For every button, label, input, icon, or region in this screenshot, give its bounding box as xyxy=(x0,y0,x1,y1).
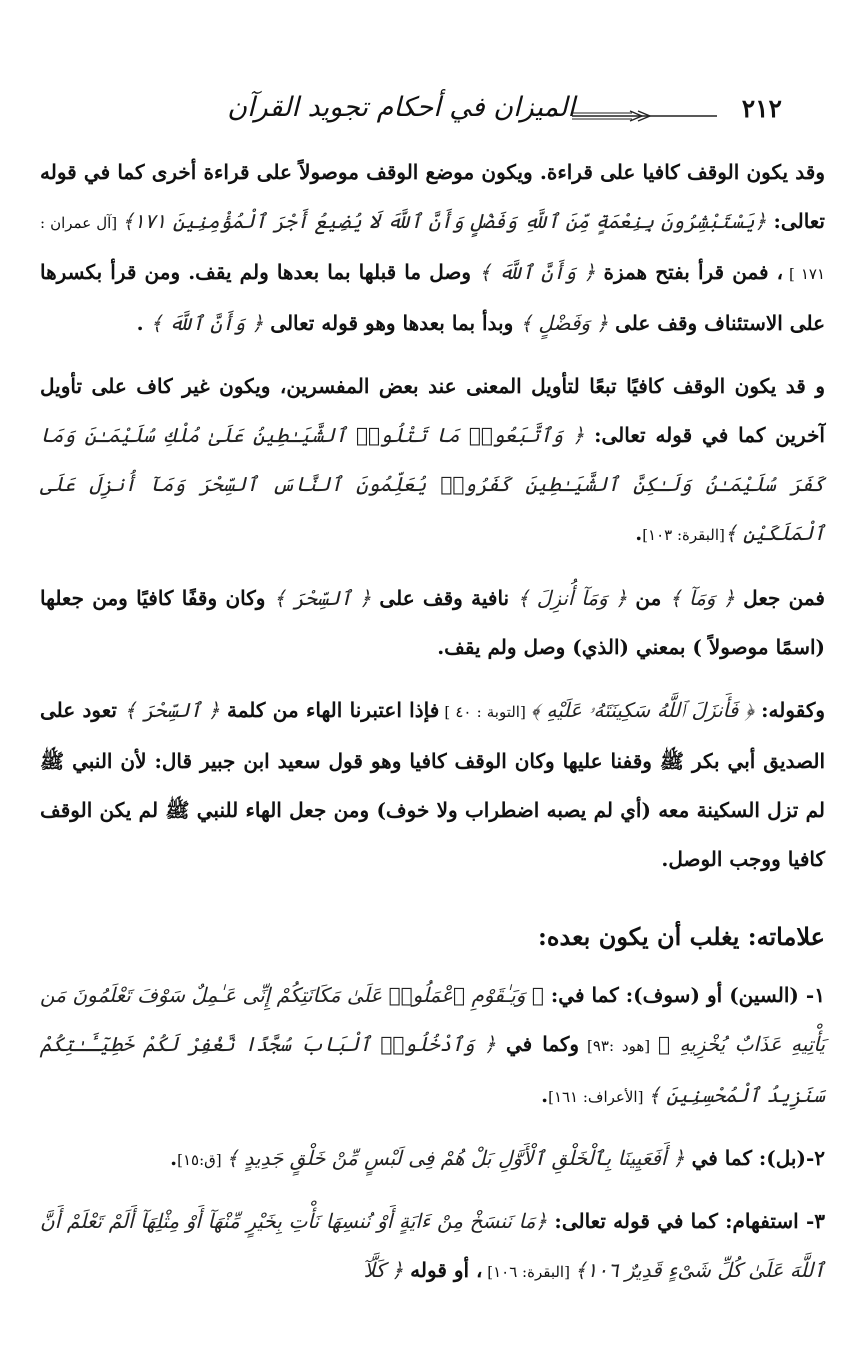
paragraph-2 xyxy=(40,362,825,560)
paragraph-3 xyxy=(40,574,825,672)
page-header xyxy=(30,92,837,132)
quran-verse: ﴿ وَفَضْلٍ ﴾ xyxy=(520,311,609,335)
quran-verse: ﴿ كَلَّآ xyxy=(363,1258,404,1282)
quran-verse: ﴿ وَأَنَّ ٱللَّهَ ﴾ xyxy=(150,311,264,335)
body-text: . xyxy=(170,1146,178,1170)
quran-verse: ﴿ ٱلسِّحْرَ ﴾ xyxy=(273,586,372,610)
list-item-1 xyxy=(40,971,825,1122)
quran-verse: ﴿ وَٱدْخُلُوا۟ ٱلْبَابَ سُجَّدًا نَّغْفِرْ لَكُمْ خَطِيٓـَٔـٰتِكُمْ سَنَزِيدُ ٱلْمُحْسِنِينَ ﴾ xyxy=(40,1032,825,1107)
verse-reference: [الأعراف: ١٦١] xyxy=(548,1088,649,1106)
quran-verse: ﴿ وَمَآ ﴾ xyxy=(669,586,735,610)
quran-verse: ﴿مَا نَنسَخْ مِنْ ءَايَةٍ أَوْ نُنسِهَا نَأْتِ بِخَيْرٍ مِّنْهَآ أَوْ مِثْلِهَآ أَلَمْ تَعْلَمْ أَنَّ ٱللَّهَ عَلَىٰ كُلِّ شَىْءٍ قَدِيرٌ ١٠٦﴾ xyxy=(40,1209,825,1282)
list-item-2 xyxy=(40,1134,825,1185)
quran-verse: ﴿ أَفَعَيِينَا بِٱلْخَلْقِ ٱلْأَوَّلِ بَلْ هُمْ فِى لَبْسٍ مِّنْ خَلْقٍ جَدِيدٍ ﴾ xyxy=(226,1146,685,1170)
quran-verse: ﴿ وَمَآ أُنزِلَ ﴾ xyxy=(517,586,628,610)
body-text: ٢-(بل): كما في xyxy=(684,1146,825,1170)
body-text: . xyxy=(136,311,151,335)
body-text: . xyxy=(541,1083,549,1107)
body-text: تعود على الصديق أبي بكر ﷺ وقفنا عليها وكان الوقف كافيا وهو قول سعيد ابن جبير قال: لأن النبي ﷺ لم تزل السكينة معه (أي لم يصبه اضطراب ولا خوف) ومن جعل الهاء للنبي ﷺ لم يكن الوقف كافيا ووجب الوصل. xyxy=(40,698,825,871)
body-text: ، أو قوله xyxy=(403,1258,483,1282)
header-ornament xyxy=(572,110,717,122)
body-text: وكما في xyxy=(495,1032,580,1056)
verse-reference: [البقرة: ١٠٦] xyxy=(482,1263,575,1281)
page-number: ٢١٢ xyxy=(741,94,782,123)
page-body xyxy=(40,148,825,1309)
verse-reference: [البقرة: ١٠٣] xyxy=(642,526,725,544)
body-text: وقد يكون الوقف كافيا على قراءة. ويكون موضع الوقف موصولاً على قراءة أخرى كما في قوله تعالى: xyxy=(40,160,825,233)
quran-verse: ﴿ فَأَنزَلَ ٱللَّهُ سَكِينَتَهُۥ عَلَيْهِ ﴾ xyxy=(530,698,754,722)
body-text: وكان وقفًا كافيًا ومن جعلها (اسمًا موصولاً ) بمعني (الذي) وصل ولم يقف. xyxy=(40,586,825,659)
quran-verse: ﴿ وَٱتَّبَعُوا۟ مَا تَتْلُوا۟ ٱلشَّيَـٰطِينُ عَلَىٰ مُلْكِ سُلَيْمَـٰنَ وَمَا كَفَرَ سُلَيْمَـٰنُ وَلَـٰكِنَّ ٱلشَّيَـٰطِينَ كَفَرُوا۟ يُعَلِّمُونَ ٱلنَّاسَ ٱلسِّحْرَ وَمَآ أُنزِلَ عَلَى ٱلْمَلَكَيْنِ ﴾ xyxy=(40,423,825,545)
body-text: فإذا اعتبرنا الهاء من كلمة xyxy=(219,698,440,722)
body-text: . xyxy=(635,521,643,545)
body-text: و قد يكون الوقف كافيًا تبعًا لتأويل المعنى عند بعض المفسرين، ويكون غير كاف على تأويل آخرين كما في قوله تعالى: xyxy=(40,374,825,447)
verse-reference: [ق:١٥] xyxy=(177,1151,227,1169)
quran-verse: ﴿ وَأَنَّ ٱللَّهَ ﴾ xyxy=(479,260,596,284)
verse-reference: [آل عمران : ١٧١ ] xyxy=(40,214,825,283)
body-text: من xyxy=(627,586,670,610)
body-text: وصل ما قبلها بما بعدها ولم يقف. ومن قرأ بكسرها على الاستئناف وقف على xyxy=(40,260,825,335)
paragraph-1 xyxy=(40,148,825,348)
verse-reference: [هود :٩٣] xyxy=(579,1037,658,1055)
body-text: نافية وقف على xyxy=(371,586,518,610)
quran-verse: ﴿ ٱلسِّحْرَ ﴾ xyxy=(124,698,220,722)
body-text: ٣- استفهام: كما في قوله تعالى: xyxy=(547,1209,826,1233)
body-text: ، فمن قرأ بفتح همزة xyxy=(595,260,784,284)
quran-verse: ﴿ وَيَـٰقَوْمِ ٱعْمَلُوا۟ عَلَىٰ مَكَانَتِكُمْ إِنِّى عَـٰمِلٌ سَوْفَ تَعْلَمُونَ مَن يَأْتِيهِ عَذَابٌ يُخْزِيهِ ﴾ xyxy=(40,983,826,1056)
body-text: فمن جعل xyxy=(734,586,825,610)
verse-reference: [التوبة : ٤٠ ] xyxy=(439,703,531,721)
body-text: ١- (السين) أو (سوف): كما في: xyxy=(543,983,825,1007)
paragraph-4 xyxy=(40,686,825,884)
list-item-3 xyxy=(40,1197,825,1297)
body-text: وبدأ بما بعدها وهو قوله تعالى xyxy=(263,311,521,335)
section-heading: علاماته: يغلب أن يكون بعده: xyxy=(538,922,825,951)
body-text: وكقوله: xyxy=(753,698,826,722)
quran-verse: ﴿يَسْتَبْشِرُونَ بِنِعْمَةٍ مِّنَ ٱللَّهِ وَفَضْلٍ وَأَنَّ ٱللَّهَ لَا يُضِيعُ أَجْرَ ٱلْمُؤْمِنِينَ ١٧١﴾ xyxy=(122,209,767,233)
running-title: الميزان في أحكام تجويد القرآن xyxy=(227,92,575,123)
